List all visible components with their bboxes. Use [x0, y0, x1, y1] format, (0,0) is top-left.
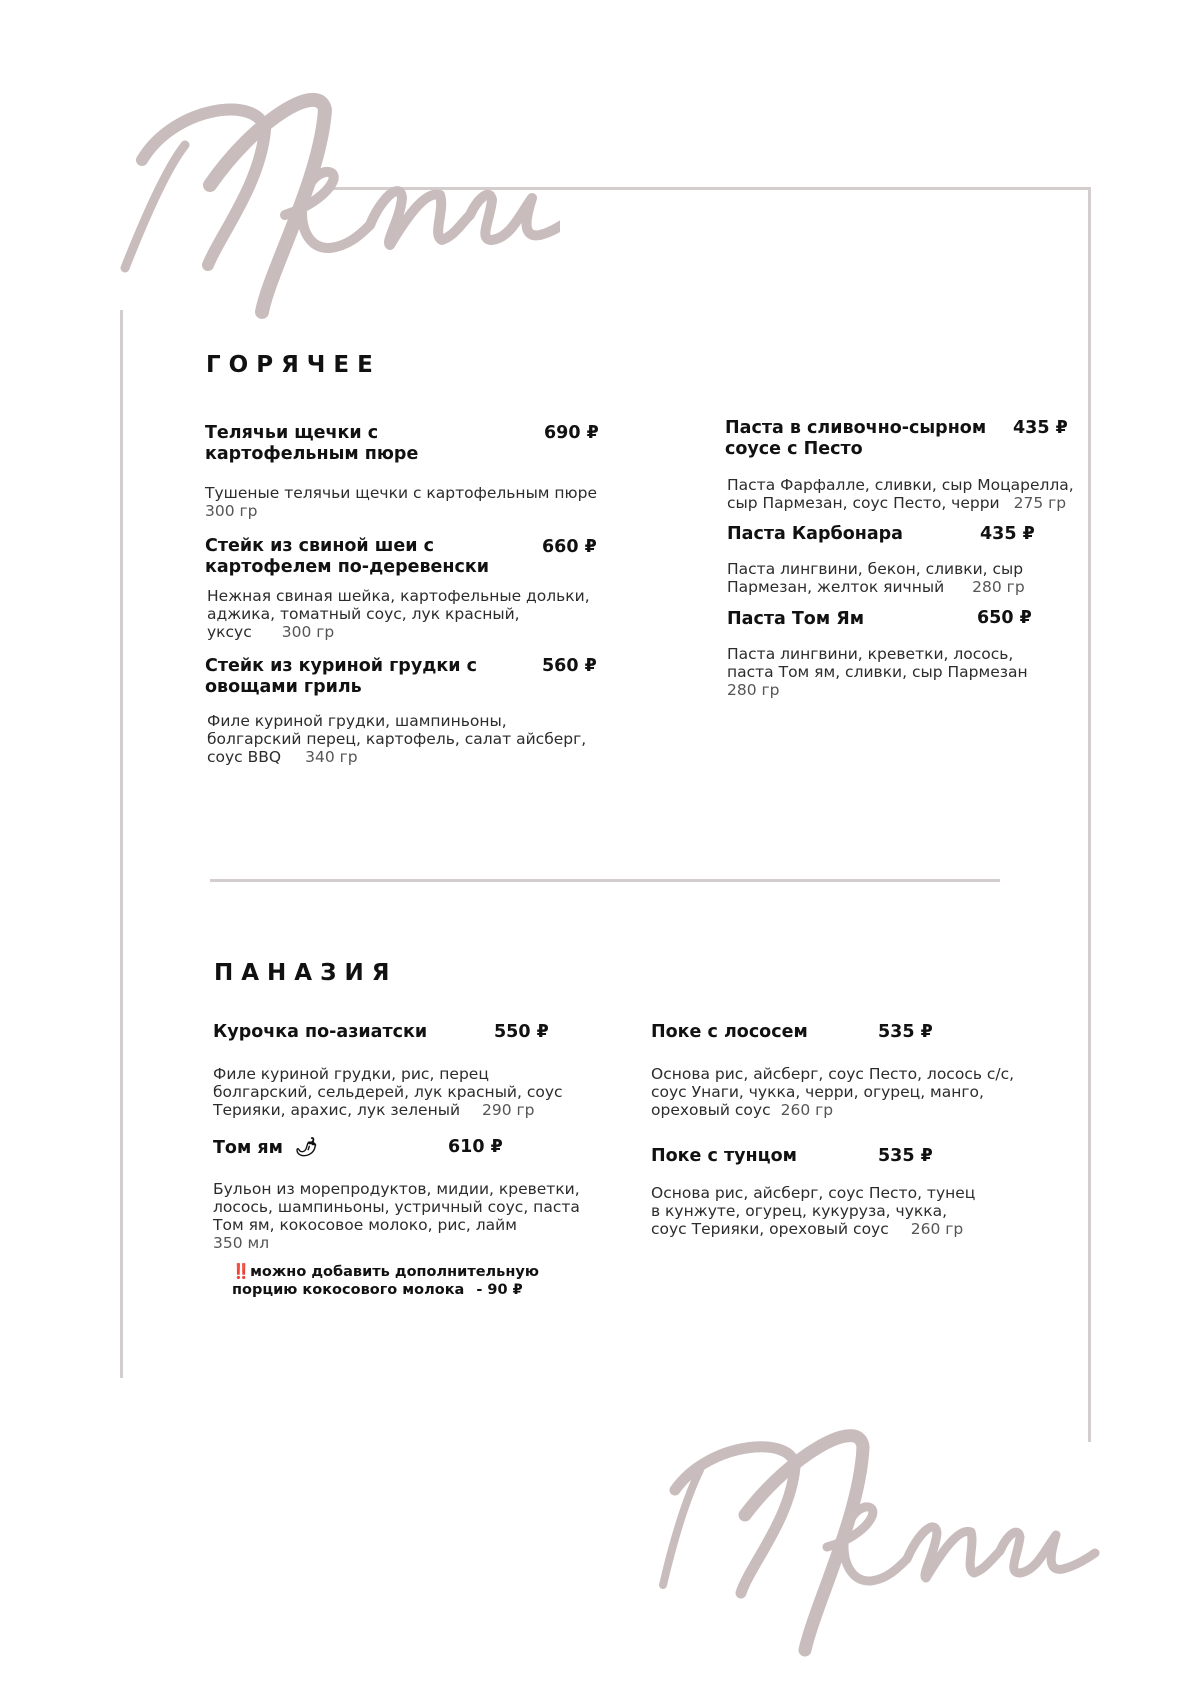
item-weight: 290 гр: [482, 1101, 535, 1119]
item-weight: 280 гр: [727, 681, 780, 699]
note-price: - 90 ₽: [476, 1282, 523, 1298]
item-weight: 260 гр: [780, 1101, 834, 1119]
item-description: [207, 587, 597, 641]
item-price: 560 ₽: [542, 656, 597, 676]
item-description: [727, 560, 1057, 596]
item-description-text: Паста лингвини, бекон, сливки, сыр Пармезан, желток яичный: [727, 560, 1024, 596]
frame-line-left: [120, 310, 123, 1378]
item-name: Курочка по-азиатски: [213, 1022, 428, 1042]
menu-logo-bottom: [655, 1395, 1115, 1685]
chili-pepper-icon: 🌶: [294, 1137, 318, 1158]
item-price: 690 ₽: [544, 423, 599, 443]
item-price: 610 ₽: [448, 1137, 503, 1157]
item-price: 535 ₽: [878, 1146, 933, 1166]
item-name: Стейк из куриной грудки с овощами гриль: [205, 656, 477, 697]
item-weight: 300 гр: [205, 502, 258, 520]
item-price: 535 ₽: [878, 1022, 933, 1042]
item-weight: 340 гр: [305, 748, 358, 766]
item-description-text: Тушеные телячьи щечки с картофельным пюре: [205, 484, 597, 502]
item-description: [205, 484, 625, 520]
frame-line-right: [1088, 187, 1091, 1442]
item-description-text: Филе куриной грудки, шампиньоны, болгарский перец, картофель, салат айсберг, соус BBQ: [207, 712, 587, 766]
item-description: [651, 1065, 1031, 1119]
item-name-text: Том ям: [213, 1138, 283, 1158]
item-description: [207, 712, 592, 766]
item-description-text: Основа рис, айсберг, соус Песто, тунец в кунжуте, огурец, кукуруза, чукка, соус Терияки, ореховый соус: [651, 1184, 976, 1238]
double-exclamation-icon: ‼️: [232, 1264, 251, 1280]
item-price: 650 ₽: [977, 608, 1032, 628]
item-name: Поке с лососем: [651, 1022, 808, 1042]
section-heading-hot: ГОРЯЧЕЕ: [206, 352, 381, 378]
item-price: 435 ₽: [1013, 418, 1068, 438]
item-description-text: Основа рис, айсберг, соус Песто, лосось с/с, соус Унаги, чукка, черри, огурец, манго, ореховый соус: [651, 1065, 1015, 1119]
item-description-text: Паста Фарфалле, сливки, сыр Моцарелла, сыр Пармезан, соус Песто, черри: [727, 476, 1074, 512]
item-weight: 260 гр: [910, 1220, 964, 1238]
item-name: Паста в сливочно-сырном соусе с Песто: [725, 418, 987, 459]
item-description-text: Бульон из морепродуктов, мидии, креветки, лосось, шампиньоны, устричный соус, паста Том ям, кокосовое молоко, рис, лайм: [213, 1180, 580, 1234]
item-description: [651, 1184, 986, 1238]
item-weight: 300 гр: [281, 623, 335, 641]
item-description: [213, 1180, 588, 1252]
note-text: можно добавить дополнительную порцию кокосового молока: [232, 1264, 539, 1298]
item-description-text: Паста лингвини, креветки, лосось, паста Том ям, сливки, сыр Пармезан: [727, 645, 1028, 681]
item-name: Стейк из свиной шеи с картофелем по-деревенски: [205, 536, 490, 577]
item-name: Паста Карбонара: [727, 524, 903, 544]
item-description: [213, 1065, 583, 1119]
item-name: Паста Том Ям: [727, 609, 865, 629]
section-heading-panasia: ПАНАЗИЯ: [214, 960, 398, 986]
item-price: 435 ₽: [980, 524, 1035, 544]
item-description: [727, 476, 1087, 512]
item-description: [727, 645, 1047, 699]
item-weight: 350 мл: [213, 1234, 270, 1252]
item-price: 660 ₽: [542, 537, 597, 557]
item-description-text: Филе куриной грудки, рис, перец болгарский, сельдерей, лук красный, соус Терияки, арахис, лук зеленый: [213, 1065, 563, 1119]
item-weight: 275 гр: [1013, 494, 1067, 512]
menu-logo-top: [80, 50, 560, 350]
section-divider: [210, 879, 1000, 882]
item-name: Телячьи щечки с картофельным пюре: [205, 423, 419, 464]
coconut-milk-note: [232, 1263, 592, 1299]
item-name: Поке с тунцом: [651, 1146, 797, 1166]
item-price: 550 ₽: [494, 1022, 549, 1042]
item-description-text: Нежная свиная шейка, картофельные дольки, аджика, томатный соус, лук красный, уксус: [207, 587, 590, 641]
item-name: [213, 1137, 413, 1159]
item-weight: 280 гр: [972, 578, 1025, 596]
